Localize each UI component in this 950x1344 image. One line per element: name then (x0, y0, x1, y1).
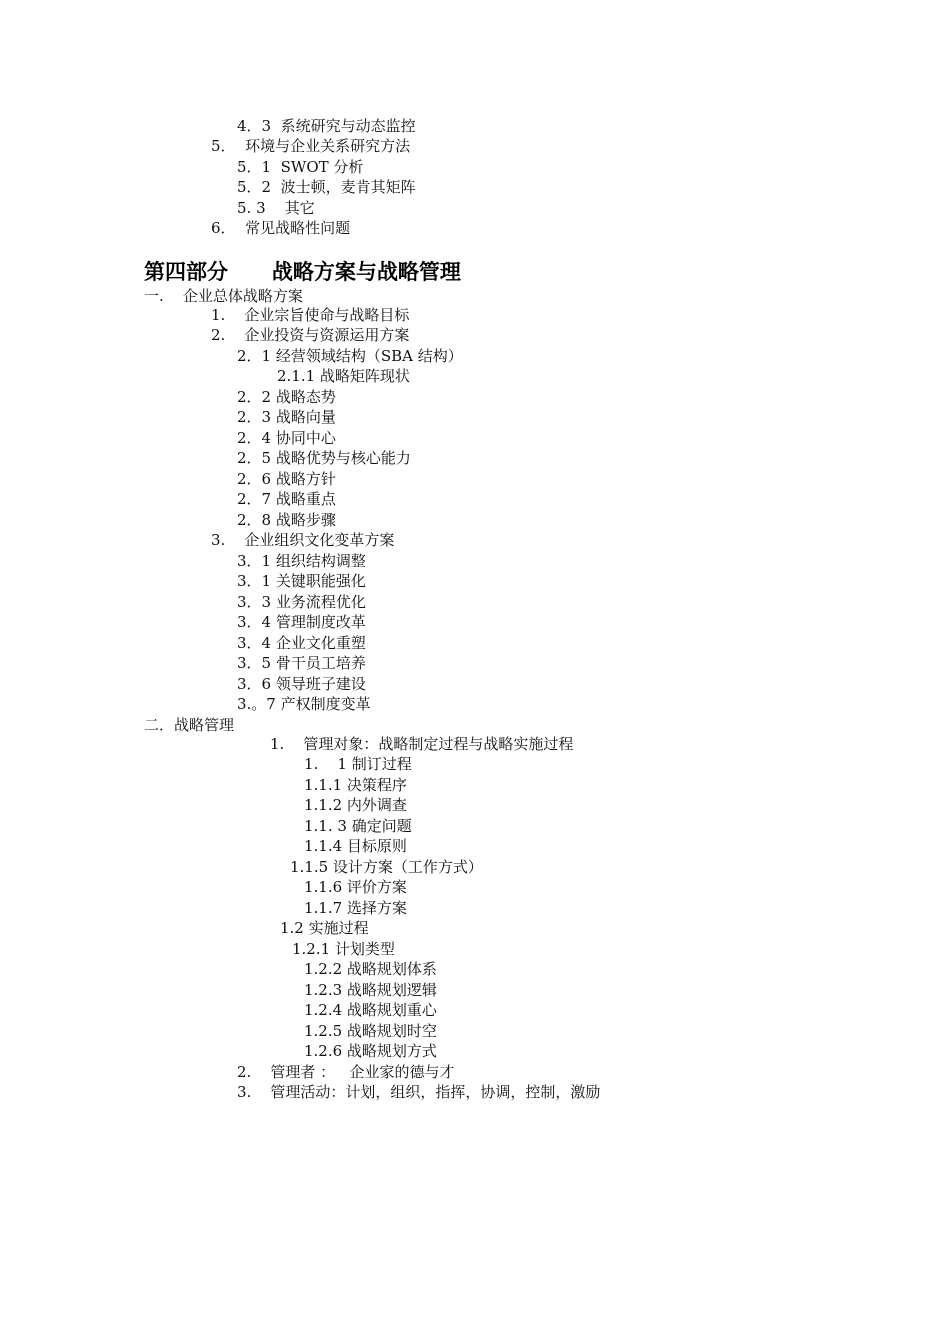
outline-item: 4．3 系统研究与动态监控 (237, 117, 416, 135)
outline-item: 2. 企业投资与资源运用方案 (211, 326, 410, 344)
outline-item: 3．4 管理制度改革 (237, 613, 366, 631)
outline-item: 2．2 战略态势 (237, 388, 336, 406)
outline-item: 1.1.7 选择方案 (304, 899, 407, 917)
outline-item: 5．2 波士顿，麦肯其矩阵 (237, 178, 416, 196)
outline-item: 2．4 协同中心 (237, 429, 336, 447)
outline-item: 1. 管理对象：战略制定过程与战略实施过程 (270, 735, 574, 753)
outline-item: 1.2.3 战略规划逻辑 (304, 981, 437, 999)
outline-item: 1.1.6 评价方案 (304, 878, 407, 896)
outline-item: 1.1.5 设计方案（工作方式） (290, 858, 483, 876)
outline-item: 1. 1 制订过程 (304, 755, 412, 773)
outline-item: 1.1.1 决策程序 (304, 776, 407, 794)
outline-item: 3．3 业务流程优化 (237, 593, 366, 611)
outline-item: 1. 企业宗旨使命与战略目标 (211, 306, 410, 324)
outline-item: 3．6 领导班子建设 (237, 675, 366, 693)
outline-item: 1.1.2 内外调查 (304, 796, 407, 814)
outline-item: 2.1.1 战略矩阵现状 (277, 367, 410, 385)
outline-item: 2．5 战略优势与核心能力 (237, 449, 411, 467)
outline-item: 3．4 企业文化重塑 (237, 634, 366, 652)
outline-item: 1.2.2 战略规划体系 (304, 960, 437, 978)
outline-item: 2．3 战略向量 (237, 408, 336, 426)
outline-item: 3．5 骨干员工培养 (237, 654, 366, 672)
outline-item: 2. 管理者 ： 企业家的德与才 (237, 1063, 455, 1081)
section-heading: 第四部分 战略方案与战略管理 (144, 260, 461, 284)
outline-item: 2．1 经营领域结构（SBA 结构） (237, 347, 463, 365)
outline-item: 二．战略管理 (144, 716, 235, 734)
outline-item: 1.1.4 目标原则 (304, 837, 407, 855)
outline-item: 5． 环境与企业关系研究方法 (211, 137, 411, 155)
outline-item: 1.2.1 计划类型 (292, 940, 395, 958)
outline-item: 5．1 SWOT 分析 (237, 158, 364, 176)
outline-item: 2．6 战略方针 (237, 470, 336, 488)
outline-item: 6． 常见战略性问题 (211, 219, 351, 237)
outline-item: 2．8 战略步骤 (237, 511, 336, 529)
outline-item: 1.2.5 战略规划时空 (304, 1022, 437, 1040)
outline-item: 3．1 关键职能强化 (237, 572, 366, 590)
outline-item: 3. 管理活动：计划，组织，指挥，协调，控制，激励 (237, 1083, 601, 1101)
outline-item: 1.2 实施过程 (280, 919, 369, 937)
outline-item: 2．7 战略重点 (237, 490, 336, 508)
outline-item: 1.2.4 战略规划重心 (304, 1001, 437, 1019)
outline-item: 1.2.6 战略规划方式 (304, 1042, 437, 1060)
outline-item: 一. 企业总体战略方案 (144, 287, 303, 305)
outline-item: 5. 3 其它 (237, 199, 315, 217)
outline-item: 3．1 组织结构调整 (237, 552, 366, 570)
outline-item: 3. 企业组织文化变革方案 (211, 531, 395, 549)
outline-item: 3.。7 产权制度变革 (237, 695, 371, 713)
outline-item: 1.1. 3 确定问题 (304, 817, 412, 835)
